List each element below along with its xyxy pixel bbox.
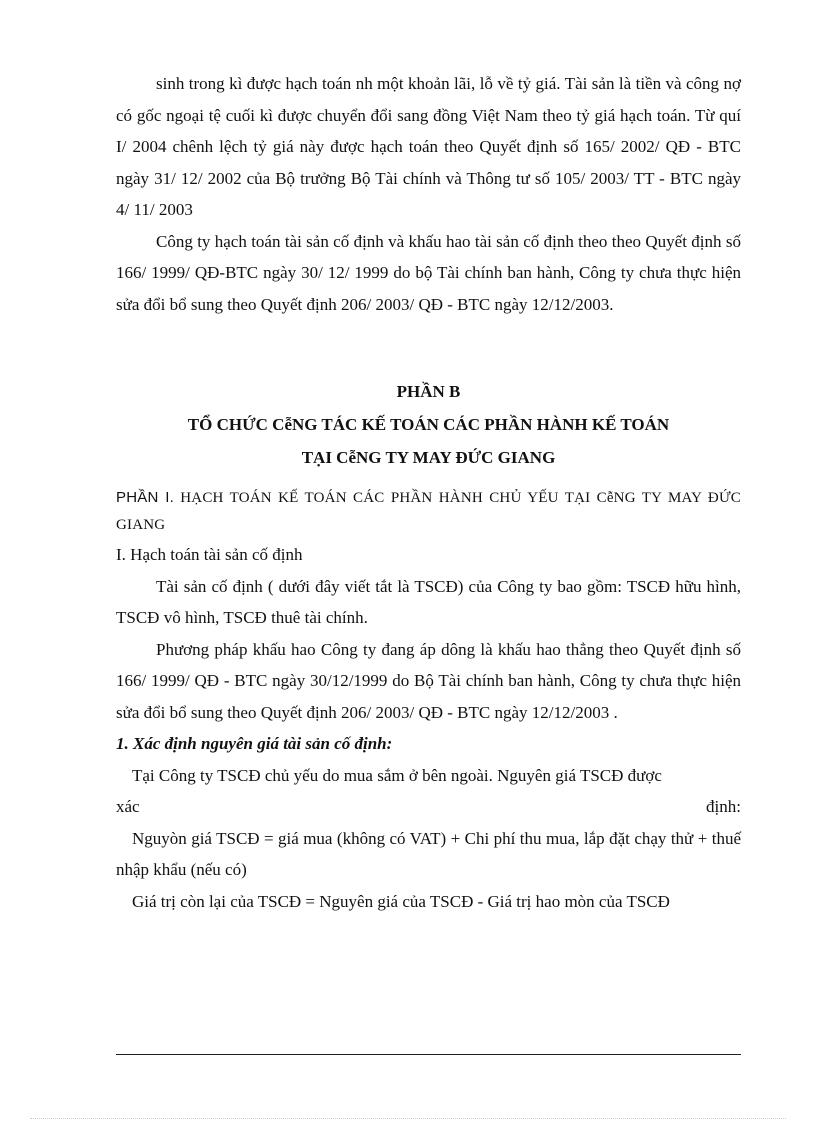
- item-split-left: xác: [116, 797, 140, 816]
- formula-original-cost: Nguyòn giá TSCĐ = giá mua (không có VAT) + Chi phí thu mua, lắp đặt chạy thử + thuế nhập khẩu (nếu có): [116, 828, 741, 879]
- part-b-heading: [116, 375, 741, 474]
- item-heading: 1. Xác định nguyên giá tài sản cố định:: [116, 734, 393, 753]
- section-title-text: HẠCH TOÁN KẾ TOÁN CÁC PHẦN HÀNH CHỦ YẾU TẠI CễNG TY MAY ĐỨC GIANG: [116, 490, 742, 533]
- part-b-label: PHẦN B: [396, 382, 461, 401]
- paragraph-depreciation-method: Phương pháp khấu hao Công ty đang áp dông là khấu hao thẳng theo Quyết định số 166/ 1999/ QĐ - BTC ngày 30/12/1999 do Bộ Tài chính ban hành, Công ty chưa thực hiện sửa đổi bổ sung theo Quyết định 206/ 2003/ QĐ - BTC ngày 12/12/2003 .: [116, 639, 741, 722]
- item-paragraph: Tại Công ty TSCĐ chủ yếu do mua sắm ở bên ngoài. Nguyên giá TSCĐ được: [132, 765, 662, 785]
- paragraph-exchange-rate: sinh trong kì được hạch toán nh một khoản lãi, lỗ về tỷ giá. Tài sản là tiền và công nợ có gốc ngoại tệ cuối kì được chuyển đổi sang đồng Việt Nam theo tỷ giá hạch toán. Từ quí I/ 2004 chênh lệch tỷ giá này được hạch toán theo Quyết định số 165/ 2002/ QĐ - BTC ngày 31/ 12/ 2002 của Bộ trưởng Bộ Tài chính và Thông tư số 105/ 2003/ TT - BTC ngày 4/ 11/ 2003: [116, 74, 741, 219]
- footer-divider: [116, 1054, 741, 1055]
- page-bottom-border: [30, 1118, 786, 1119]
- document-page: [116, 68, 741, 917]
- section-title: [116, 484, 741, 539]
- paragraph-fixed-assets-policy: Công ty hạch toán tài sản cố định và khấu hao tài sản cố định theo theo Quyết định số 166/ 1999/ QĐ-BTC ngày 30/ 12/ 1999 do bộ Tài chính ban hành, Công ty chưa thực hiện sửa đổi bổ sung theo Quyết định 206/ 2003/ QĐ - BTC ngày 12/12/2003.: [116, 231, 741, 314]
- paragraph-asset-types: Tài sản cố định ( dưới đây viết tắt là TSCĐ) của Công ty bao gồm: TSCĐ hữu hình, TSCĐ vô hình, TSCĐ thuê tài chính.: [116, 576, 741, 627]
- section-lead: PHẦN I.: [116, 489, 174, 506]
- item-split-right: định:: [706, 797, 741, 816]
- formula-residual-value: Giá trị còn lại của TSCĐ = Nguyên giá của TSCĐ - Giá trị hao mòn của TSCĐ: [132, 891, 670, 911]
- item-split-line: [116, 791, 741, 823]
- subsection-title: I. Hạch toán tài sản cố định: [116, 545, 303, 564]
- part-b-title-line1: TỔ CHỨC CễNG TÁC KẾ TOÁN CÁC PHẦN HÀNH KẾ TOÁN: [187, 415, 670, 434]
- part-b-title-line2: TẠI CễNG TY MAY ĐỨC GIANG: [301, 448, 556, 467]
